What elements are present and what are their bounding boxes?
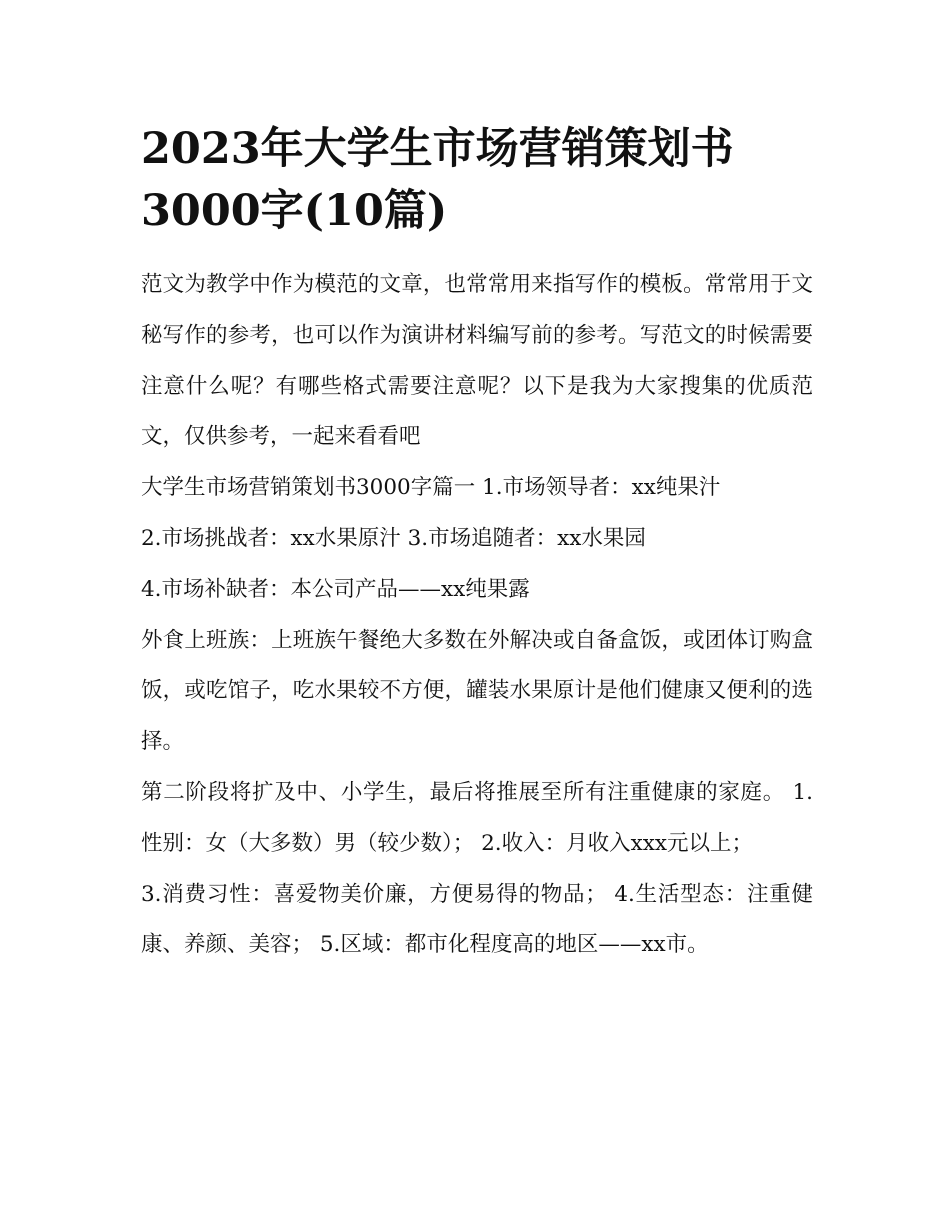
- paragraph-second-stage: 第二阶段将扩及中、小学生，最后将推展至所有注重健康的家庭。 1.性别：女（大多数）男（较少数）； 2.收入：月收入xxx元以上；: [141, 779, 813, 856]
- document-page: [141, 118, 813, 971]
- paragraph-market-leader: 大学生市场营销策划书3000字篇一 1.市场领导者：xx纯果汁: [141, 475, 721, 501]
- paragraph-office-workers: 外食上班族：上班族午餐绝大多数在外解决或自备盒饭，或团体订购盒饭，或吃馆子，吃水果较不方便，罐装水果原计是他们健康又便利的选择。: [141, 627, 813, 755]
- paragraph-intro: 范文为教学中作为模范的文章，也常常用来指写作的模板。常常用于文秘写作的参考，也可以作为演讲材料编写前的参考。写范文的时候需要注意什么呢？有哪些格式需要注意呢？以下是我为大家搜集的优质范文，仅供参考，一起来看看吧: [141, 272, 813, 450]
- title-line-1: 2023年大学生市场营销策划书: [141, 124, 734, 174]
- paragraph-market-challenger: 2.市场挑战者：xx水果原汁 3.市场追随者：xx水果园: [141, 525, 646, 551]
- document-title: [141, 118, 813, 242]
- paragraph-market-niche: 4.市场补缺者：本公司产品——xx纯果露: [141, 576, 530, 602]
- title-line-2: 3000字(10篇): [141, 186, 448, 236]
- document-body: [141, 260, 813, 971]
- paragraph-consumer-habits: 3.消费习性：喜爱物美价廉，方便易得的物品； 4.生活型态：注重健康、养颜、美容； 5.区域：都市化程度高的地区——xx市。: [141, 881, 813, 958]
